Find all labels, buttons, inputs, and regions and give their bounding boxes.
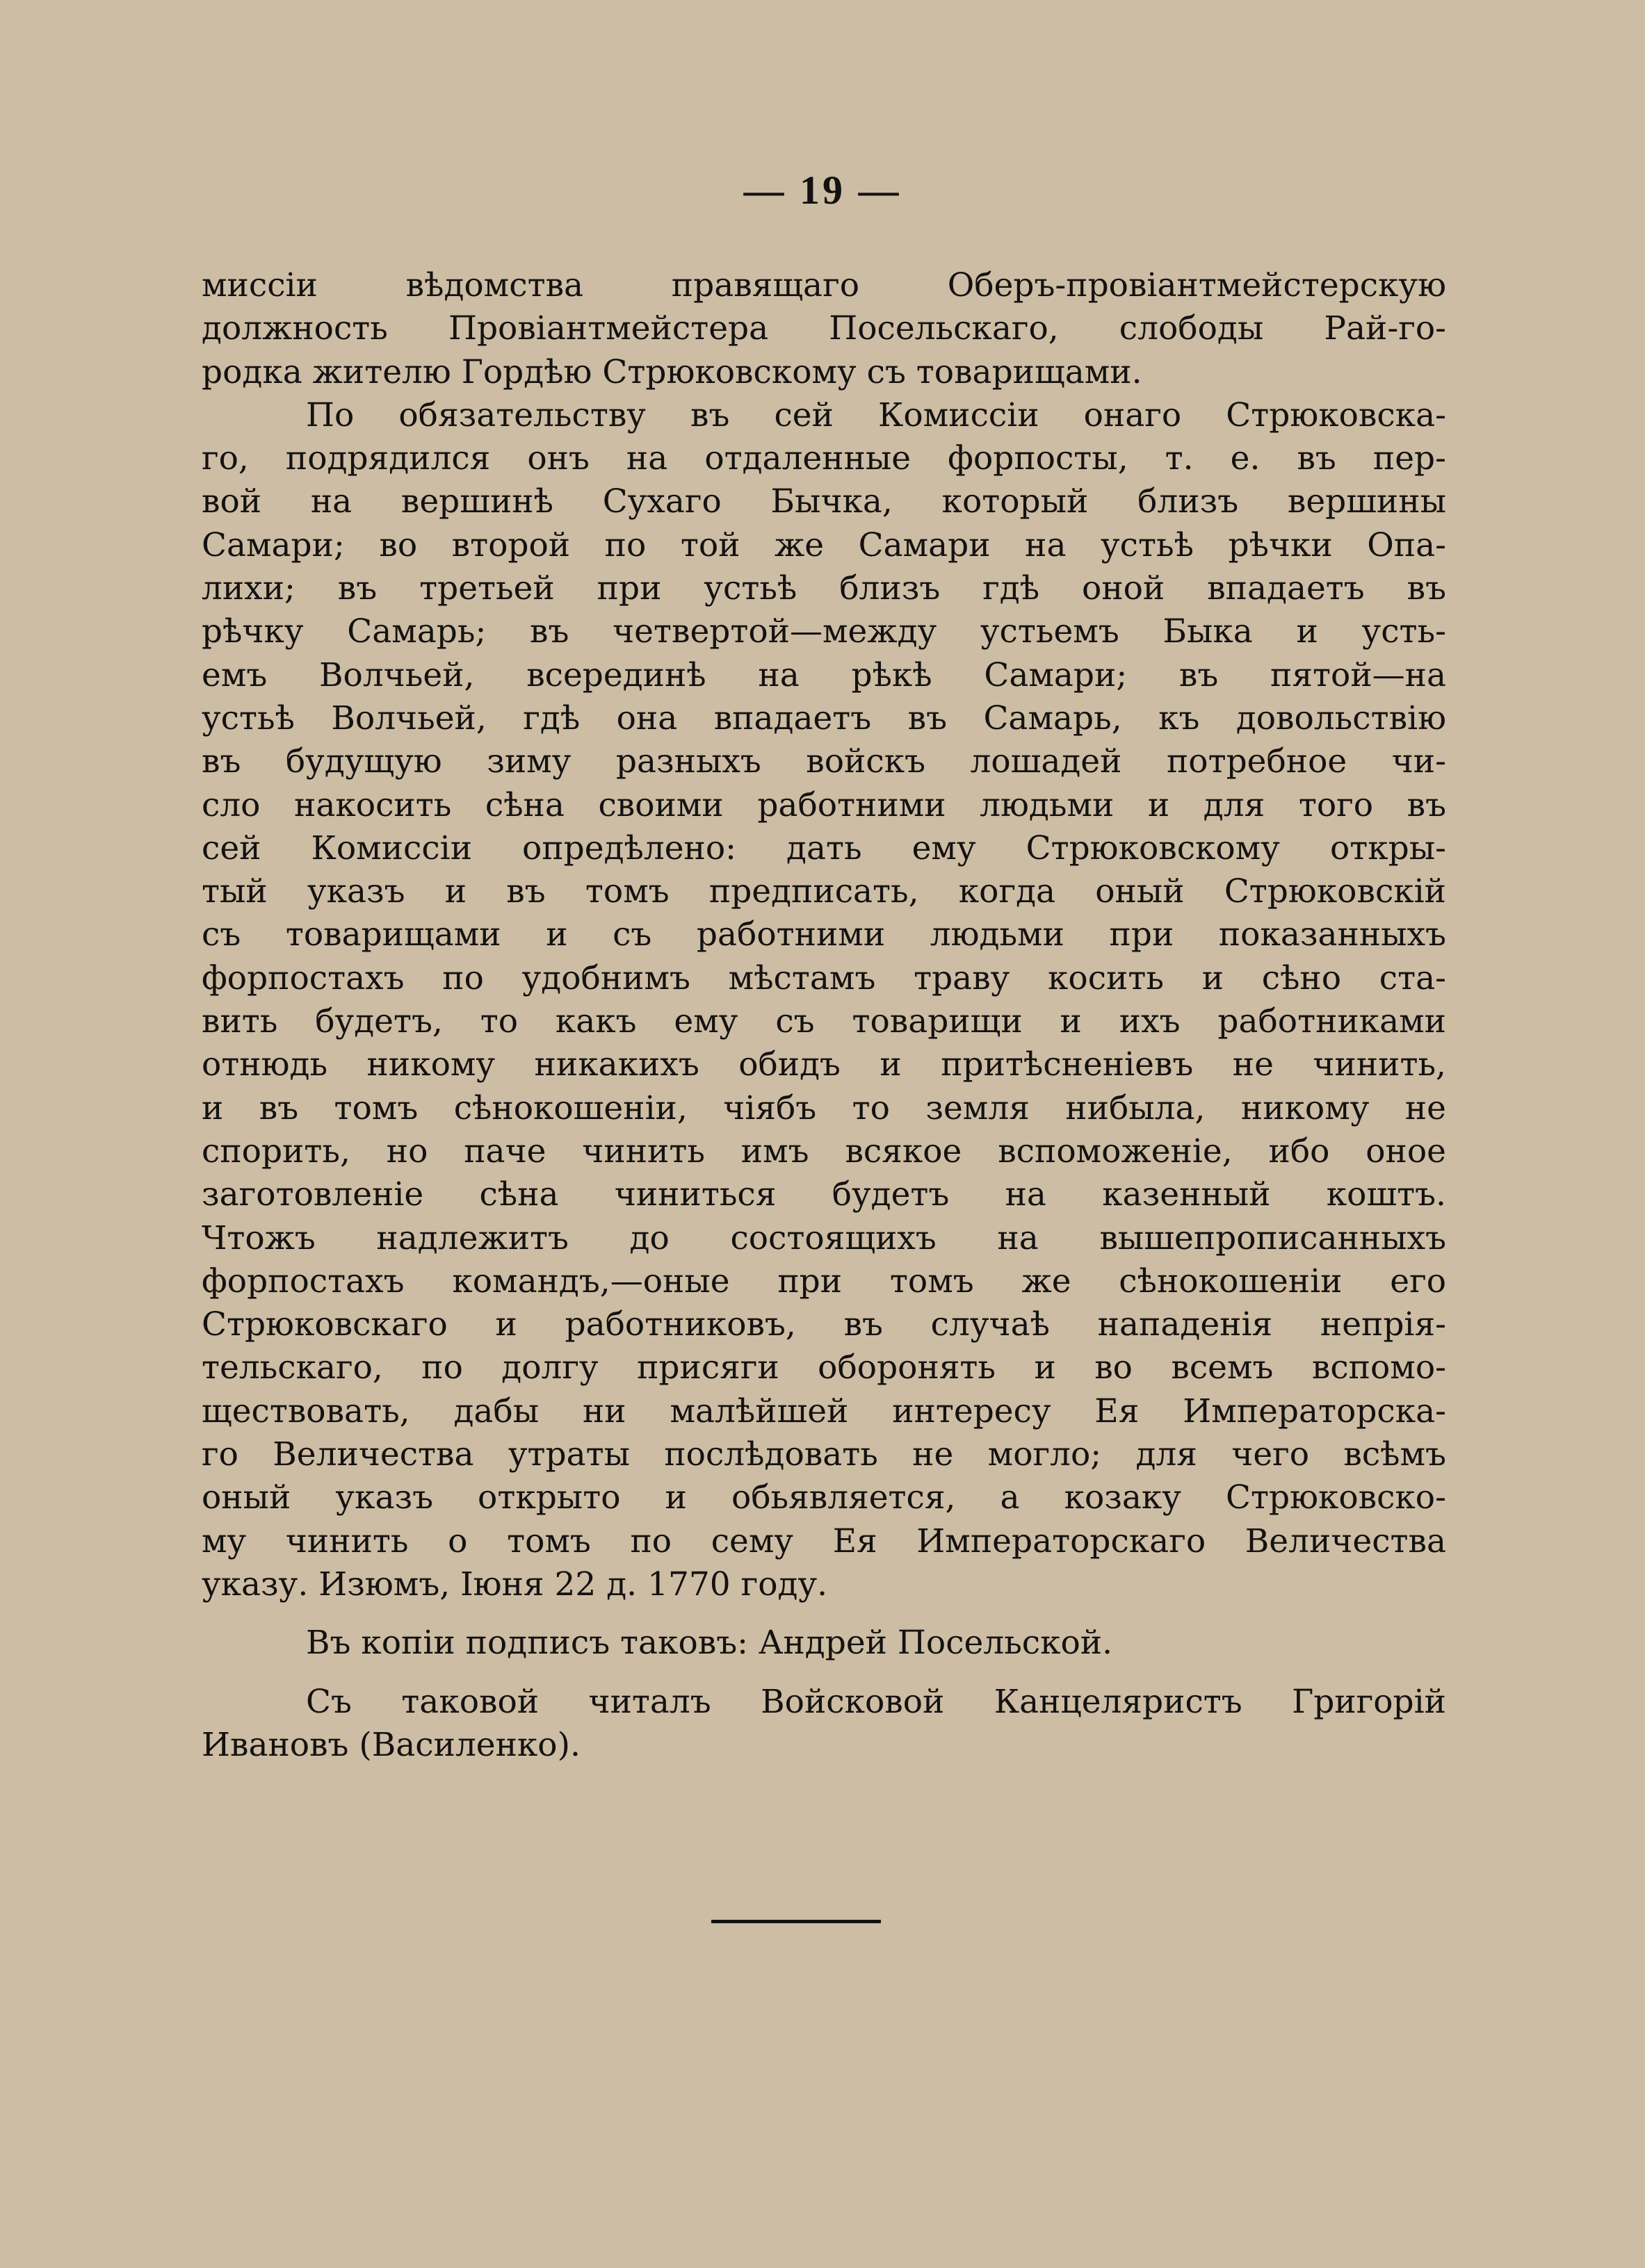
text-line: ществовать, дабы ни малѣйшей интересу Ея Императорска- <box>202 1392 1446 1430</box>
text-line: Самари; во второй по той же Самари на устьѣ рѣчки Опа- <box>202 525 1446 564</box>
text-line: спорить, но паче чинить имъ всякое вспоможеніе, ибо оное <box>202 1132 1446 1170</box>
text-line: тельскаго, по долгу присяги оборонять и во всемъ вспомо- <box>202 1348 1446 1387</box>
text-line: Ивановъ (Василенко). <box>202 1725 581 1764</box>
text-line: сло накосить сѣна своими работними людьми и для того въ <box>202 785 1446 824</box>
text-line: форпостахъ командъ,—оные при томъ же сѣнокошеніи его <box>202 1262 1446 1300</box>
text-line: вить будетъ, то какъ ему съ товарищи и ихъ работниками <box>202 1002 1446 1041</box>
text-line: сей Комиссіи опредѣлено: дать ему Стрюковскому откры- <box>202 829 1446 867</box>
text-line: По обязательству въ сей Комиссіи онаго Стрюковска- <box>306 395 1446 434</box>
text-line: Стрюковскаго и работниковъ, въ случаѣ нападенія непрія- <box>202 1305 1446 1344</box>
text-line: му чинить о томъ по сему Ея Императорскаго Величества <box>202 1521 1446 1560</box>
text-line: указу. Изюмъ, Іюня 22 д. 1770 году. <box>202 1565 828 1604</box>
text-line: форпостахъ по удобнимъ мѣстамъ траву косить и сѣно ста- <box>202 958 1446 997</box>
text-line: лихи; въ третьей при устьѣ близъ гдѣ оной впадаетъ въ <box>202 569 1446 608</box>
text-line: Съ таковой читалъ Войсковой Канцеляристъ Григорій <box>306 1682 1446 1721</box>
text-line: тый указъ и въ томъ предписать, когда оный Стрюковскій <box>202 872 1446 911</box>
text-line: должность Провіантмейстера Посельскаго, слободы Рай-го- <box>202 309 1446 348</box>
text-line: Въ копіи подписъ таковъ: Андрей Посельской. <box>306 1624 1113 1663</box>
text-line: вой на вершинѣ Сухаго Бычка, который близъ вершины <box>202 482 1446 521</box>
text-line: Чтожъ надлежитъ до состоящихъ на вышепрописанныхъ <box>202 1218 1446 1257</box>
text-line: емъ Волчьей, всерединѣ на рѣкѣ Самари; въ пятой—на <box>202 655 1446 694</box>
paragraph <box>202 1622 1446 1665</box>
page-number: — 19 — <box>743 168 902 213</box>
text-line: оный указъ открыто и обьявляется, а козаку Стрюковско- <box>202 1478 1446 1517</box>
body-text <box>202 264 1446 1767</box>
paragraph <box>202 394 1446 1606</box>
text-line: рѣчку Самарь; въ четвертой—между устьемъ Быка и усть- <box>202 612 1446 651</box>
paragraph-gap <box>202 1665 1446 1681</box>
text-line: отнюдь никому никакихъ обидъ и притѣсненіевъ не чинить, <box>202 1045 1446 1084</box>
paragraph-gap <box>202 1606 1446 1622</box>
paragraph <box>202 1681 1446 1768</box>
text-line: родка жителю Гордѣю Стрюковскому съ товарищами. <box>202 352 1142 391</box>
closing-rule <box>711 1920 881 1923</box>
text-line: го, подрядился онъ на отдаленные форпосты, т. е. въ пер- <box>202 439 1446 478</box>
text-line: устьѣ Волчьей, гдѣ она впадаетъ въ Самарь, къ довольствію <box>202 699 1446 737</box>
text-line: го Величества утраты послѣдовать не могло; для чего всѣмъ <box>202 1435 1446 1474</box>
text-line: миссіи вѣдомства правящаго Оберъ-провіантмейстерскую <box>202 266 1446 304</box>
text-line: съ товарищами и съ работними людьми при показанныхъ <box>202 915 1446 954</box>
paragraph <box>202 264 1446 394</box>
text-line: въ будущую зиму разныхъ войскъ лошадей потребное чи- <box>202 742 1446 781</box>
text-line: заготовленіе сѣна чиниться будетъ на казенный коштъ. <box>202 1175 1446 1214</box>
text-line: и въ томъ сѣнокошеніи, чіябъ то земля нибыла, никому не <box>202 1088 1446 1127</box>
